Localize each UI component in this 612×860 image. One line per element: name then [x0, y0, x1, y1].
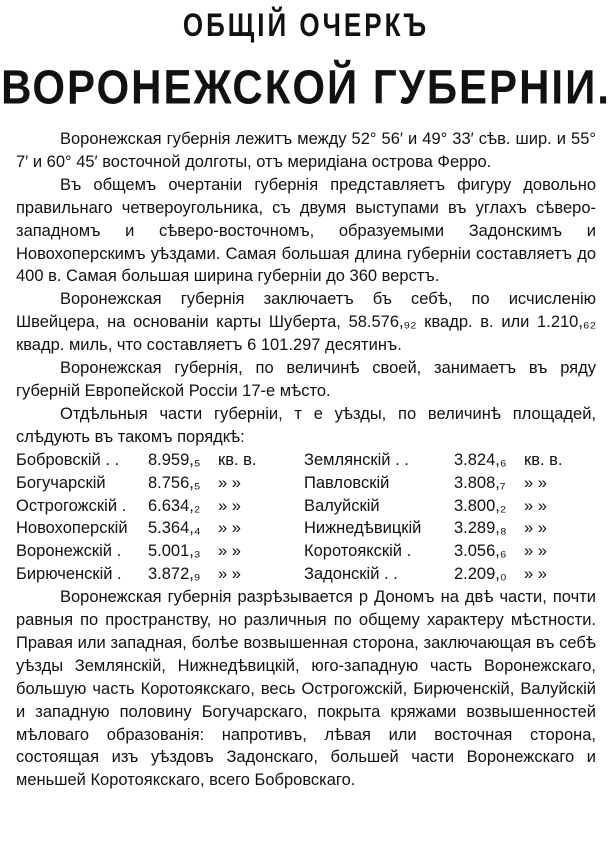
paragraph-rank: Воронежская губернія, по величинѣ своей, занимаетъ въ ряду губерній Европейской Россіи 17-е мѣсто. [16, 359, 596, 400]
area-unit: » » [218, 519, 241, 538]
area-unit: » » [524, 473, 547, 492]
paragraph-outline: Въ общемъ очертаніи губернія представляетъ фигуру довольно правильнаго четвероугольника, съ двумя выступами въ углахъ сѣверо-западномъ и сѣверо-восточномъ, образуемыми Задонскимъ и Новохоперскимъ уѣздами. Самая большая длина губерніи составляетъ до 400 в. Самая большая ширина губерніи до 360 верстъ. [16, 175, 596, 286]
district-area: 3.872,₉ [148, 565, 201, 584]
area-unit: » » [524, 565, 547, 584]
district-name: Валуйскій [304, 496, 380, 515]
area-unit: » » [218, 496, 241, 515]
district-name: Павловскій [304, 473, 390, 492]
area-unit: » » [524, 542, 547, 561]
table-row [16, 472, 596, 495]
district-area: 2.209,₀ [454, 565, 507, 584]
area-unit: » » [218, 542, 241, 561]
table-row [16, 517, 596, 540]
table-row [16, 563, 596, 586]
table-row [16, 540, 596, 563]
paragraph-area: Воронежская губернія заключаетъ бъ себѣ, по исчисленію Швейцера, на основаніи карты Шуберта, 58.576,₉₂ квадр. в. или 1.210,₆₂ квадр. миль, что составляетъ 6 101.297 десятинъ. [16, 290, 596, 355]
area-unit: » » [524, 519, 547, 538]
district-name: Коротоякскій . [304, 542, 412, 561]
district-area: 8.756,₅ [148, 473, 201, 492]
district-name: Новохоперскій [16, 519, 128, 538]
district-area: 3.800,₂ [454, 496, 507, 515]
area-unit: » » [218, 565, 241, 584]
district-area: 8.959,₅ [148, 450, 201, 469]
district-area: 5.001,₃ [148, 542, 201, 561]
district-name: Острогожскій . [16, 496, 127, 515]
district-name: Бирюченскій . [16, 565, 122, 584]
district-name: Землянскій . . [304, 450, 409, 469]
district-name: Бобровскій . . [16, 450, 120, 469]
district-area: 5.364,₄ [148, 519, 201, 538]
district-area: 3.824,₆ [454, 450, 507, 469]
district-area: 6.634,₂ [148, 496, 201, 515]
district-name: Богучарскій [16, 473, 106, 492]
district-area: 3.289,₈ [454, 519, 507, 538]
table-row [16, 449, 596, 472]
paragraph-don-division: Воронежская губернія разрѣзывается р Дономъ на двѣ части, почти равныя по пространству, но различныя по общему характеру мѣстности. Правая или западная, болѣе возвышенная сторона, заключающая въ себѣ уѣзды Землянскій, Нижнедѣвицкій, юго-западную часть Воронежскаго, большую часть Коротоякскаго, весь Острогожскій, Бирюченскій, Валуйскій и западную половину Богучарскаго, покрыта кряжами возвышенностей мѣловаго образованія: напротивъ, лѣвая или восточная сторона, состоящая изъ уѣздовъ Задонскаго, большей части Воронежскаго и меньшей Коротоякскаго, всего Бобровскаго. [16, 588, 596, 790]
title-general-sketch: ОБЩІЙ ОЧЕРКЪ [182, 6, 430, 44]
paragraph-location: Воронежская губернія лежитъ между 52° 56′ и 49° 33′ сѣв. шир. и 55° 7′ и 60° 45′ восточной долготы, отъ меридіана острова Ферро. [16, 130, 596, 171]
table-row [16, 495, 596, 518]
title-voronezh-province: ВОРОНЕЖСКОЙ ГУБЕРНІИ. [1, 60, 611, 115]
district-name: Воронежскій . [16, 542, 122, 561]
area-unit: кв. в. [524, 450, 563, 469]
district-areas-table [16, 449, 596, 586]
paragraph-districts-intro: Отдѣльныя части губерніи, т е уѣзды, по величинѣ площадей, слѣдують въ такомъ порядкѣ: [16, 404, 596, 446]
district-area: 3.056,₆ [454, 542, 507, 561]
district-area: 3.808,₇ [454, 473, 506, 492]
area-unit: » » [524, 496, 547, 515]
area-unit: кв. в. [218, 450, 257, 469]
body-text [16, 128, 596, 792]
district-name: Нижнедѣвицкій [304, 519, 422, 538]
district-name: Задонскій . . [304, 565, 398, 584]
area-unit: » » [218, 473, 241, 492]
